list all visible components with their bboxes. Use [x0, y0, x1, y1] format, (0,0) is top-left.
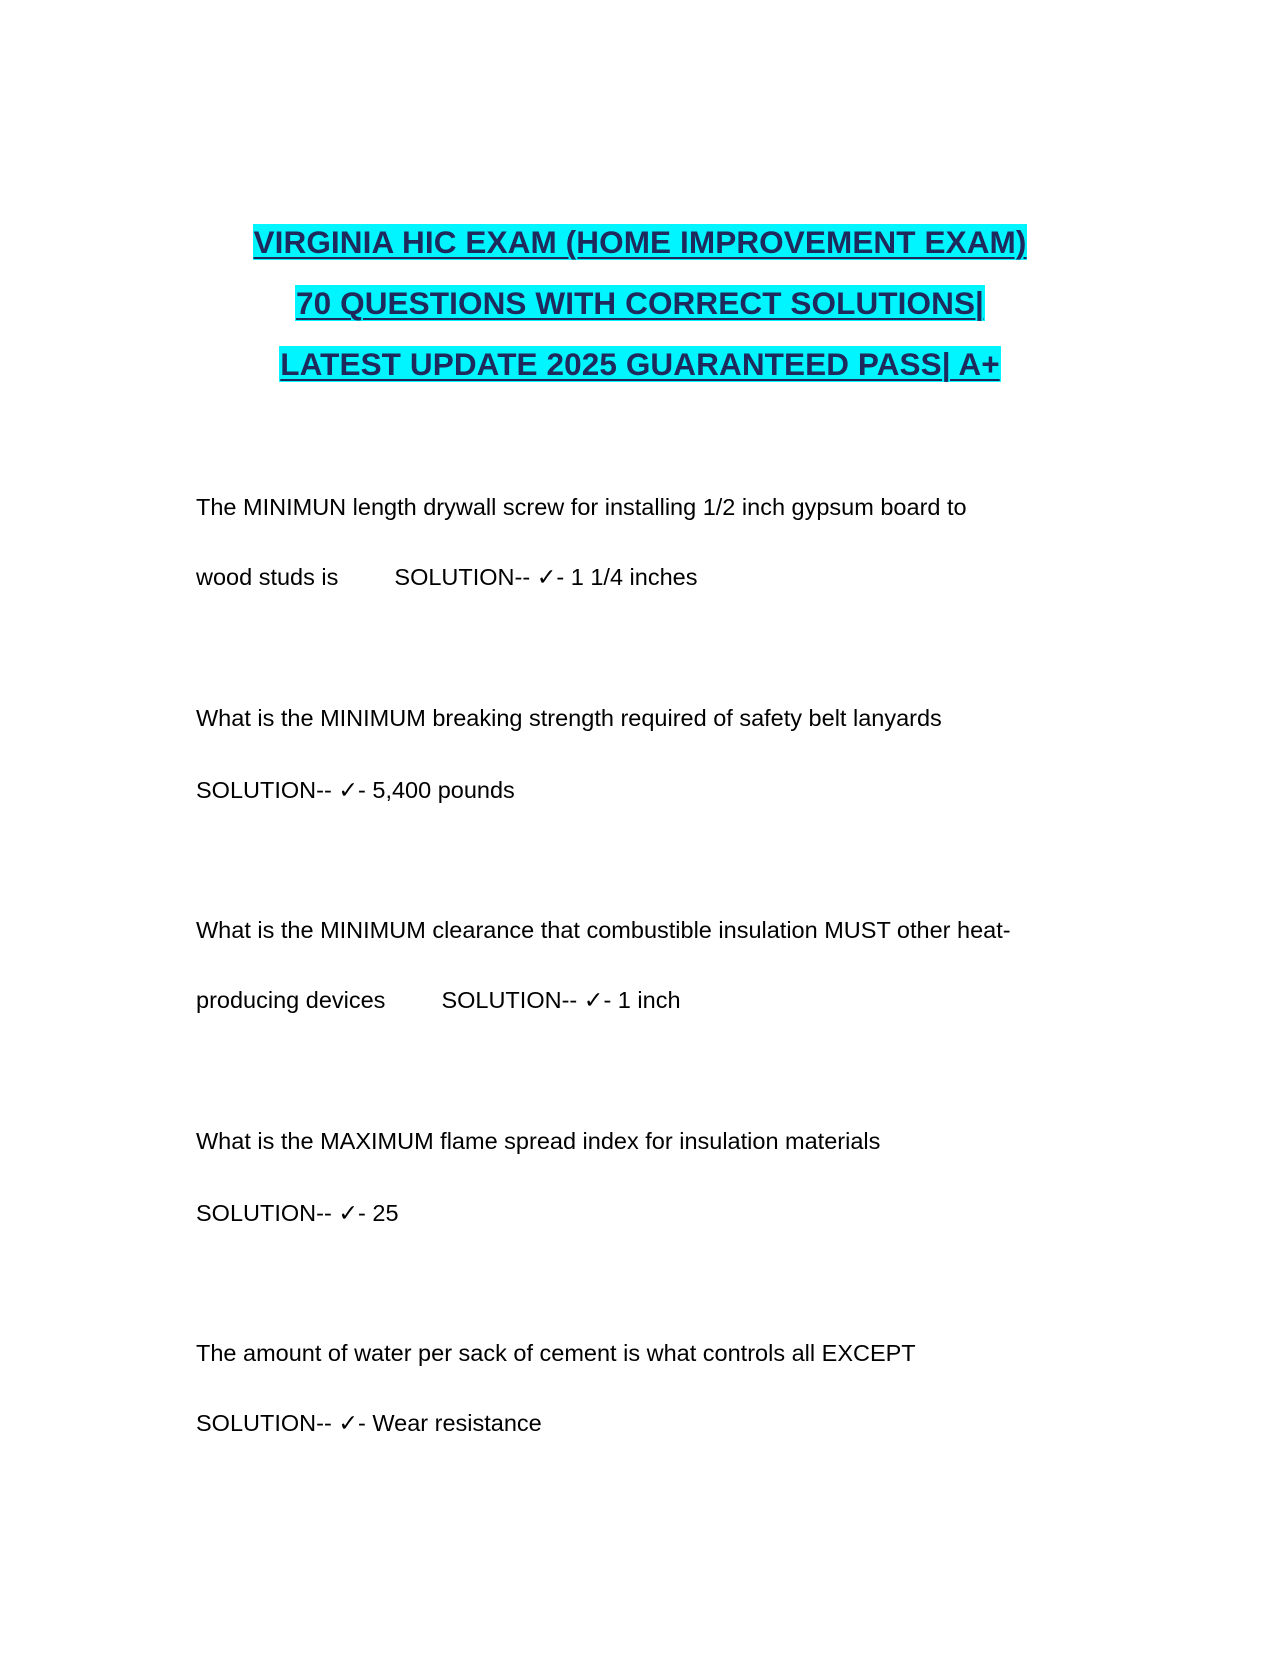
question-5-text — [196, 1340, 916, 1367]
title-line-3-text: LATEST UPDATE 2025 GUARANTEED PASS| A+ — [280, 346, 1000, 382]
check-mark-icon: ✓ — [338, 776, 359, 804]
question-3-line-1: What is the MINIMUM clearance that combustible insulation MUST other heat- — [196, 917, 1011, 943]
document-title — [0, 212, 1280, 395]
question-1-line-2: wood studs is — [196, 564, 339, 590]
solution-label: SOLUTION-- — [196, 1200, 339, 1226]
question-4-text — [196, 1128, 880, 1155]
question-1-answer: - 1 1/4 inches — [556, 564, 698, 590]
question-1-solution-line — [196, 563, 698, 591]
question-2-text — [196, 705, 942, 732]
question-4-line-1: What is the MAXIMUM flame spread index for insulation materials — [196, 1128, 881, 1154]
question-3-text — [196, 917, 1011, 944]
solution-label: SOLUTION-- — [441, 987, 584, 1013]
question-3-line-2: producing devices — [196, 987, 386, 1013]
check-mark-icon: ✓ — [338, 1409, 359, 1437]
title-line-1 — [0, 212, 1280, 273]
title-line-2-text: 70 QUESTIONS WITH CORRECT SOLUTIONS| — [296, 285, 984, 321]
check-mark-icon: ✓ — [536, 563, 557, 591]
question-2-line-1: What is the MINIMUM breaking strength required of safety belt lanyards — [196, 705, 942, 731]
title-line-3 — [0, 334, 1280, 395]
question-3-solution-line — [196, 986, 681, 1014]
check-mark-icon: ✓ — [583, 986, 604, 1014]
check-mark-icon: ✓ — [338, 1199, 359, 1227]
question-1-text — [196, 494, 967, 521]
question-4-answer: - 25 — [358, 1200, 399, 1226]
question-2-solution-line — [196, 776, 515, 804]
question-1-line-1: The MINIMUN length drywall screw for installing 1/2 inch gypsum board to — [196, 494, 967, 520]
title-line-2 — [0, 273, 1280, 334]
question-5-solution-line — [196, 1409, 542, 1437]
solution-label: SOLUTION-- — [196, 777, 339, 803]
title-line-1-text: VIRGINIA HIC EXAM (HOME IMPROVEMENT EXAM) — [253, 224, 1027, 260]
solution-label: SOLUTION-- — [196, 1410, 339, 1436]
question-4-solution-line — [196, 1199, 399, 1227]
question-5-line-1: The amount of water per sack of cement is what controls all EXCEPT — [196, 1340, 916, 1366]
question-3-answer: - 1 inch — [603, 987, 681, 1013]
question-2-answer: - 5,400 pounds — [358, 777, 515, 803]
solution-label: SOLUTION-- — [394, 564, 537, 590]
question-5-answer: - Wear resistance — [358, 1410, 542, 1436]
